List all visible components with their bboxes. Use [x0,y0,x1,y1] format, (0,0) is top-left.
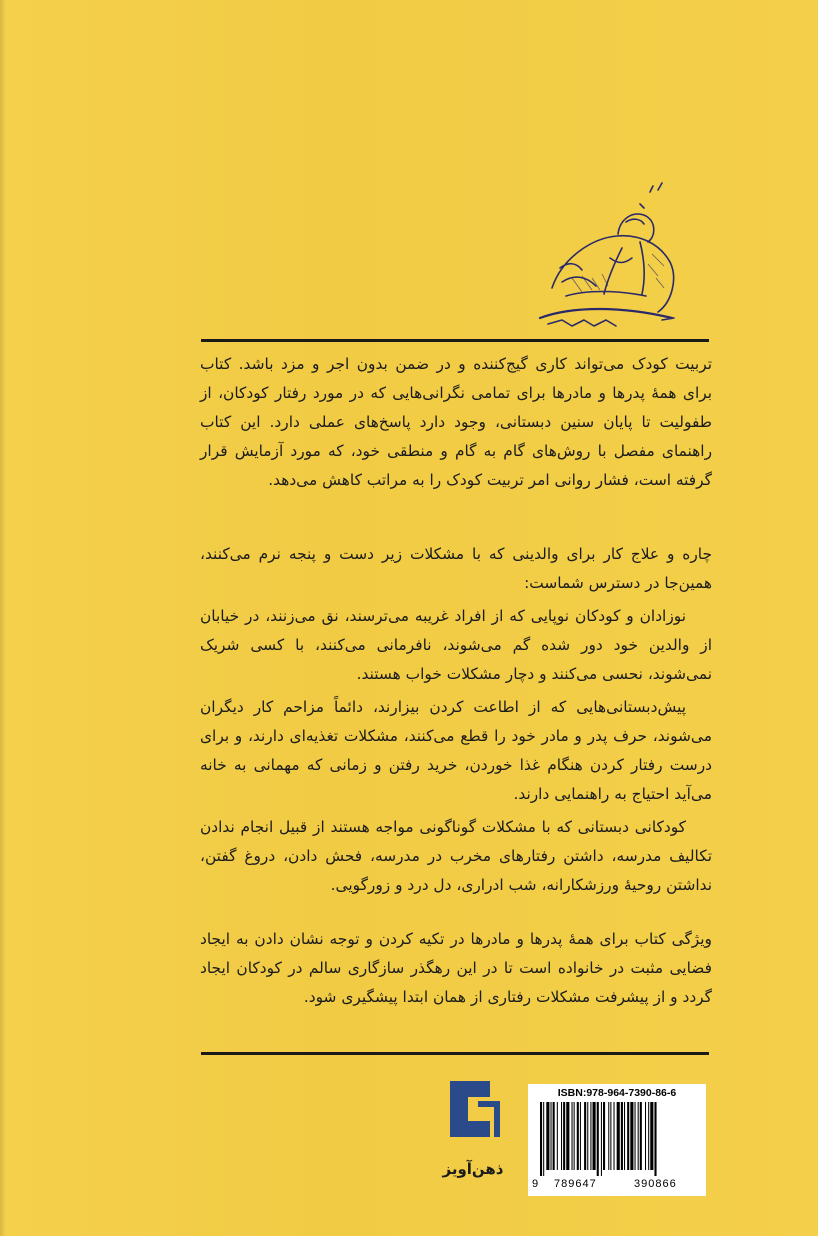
barcode-bar [614,1102,615,1170]
barcode-bar [580,1102,581,1170]
barcode-digits-right: 390866 [634,1178,677,1190]
barcode-bar [601,1102,602,1176]
barcode-bar [630,1102,633,1170]
barcode-bar [654,1102,656,1176]
barcode-bar [638,1102,639,1170]
barcode-bar [608,1102,609,1170]
barcode-bar [635,1102,636,1170]
barcode-bar [645,1102,646,1170]
barcode-bar [603,1102,605,1170]
barcode-bar [584,1102,586,1170]
barcode-digits-left: 789647 [554,1178,597,1190]
barcode-bar [624,1102,625,1170]
barcode-bar [617,1102,620,1170]
problem-item-schoolchildren: کودکانی دبستانی که با مشکلات گوناگونی مواجه هستند از قبیل انجام ندادن تکالیف مدرسه، داشتن رفتارهای مخرب در مدرسه، فحش دادن، دروغ گفتن، نداشتن روحیهٔ ورزشکارانه، شب ادراری، دل درد و زورگویی. [200,818,712,894]
bottom-divider-rule [201,1052,709,1055]
problems-lead: چاره و علاج کار برای والدینی که با مشکلات زیر دست و پنجه نرم می‌کنند، همین‌جا در دسترس شماست: [200,545,712,592]
barcode-box [528,1084,706,1196]
barcode-bar [543,1102,544,1176]
barcode-bar [597,1102,599,1176]
intro-paragraph: تربیت کودک می‌تواند کاری گیج‌کننده و در ضمن بدون اجر و مزد باشد. کتاب برای همهٔ پدرها و مادرها برای تمامی نگرانی‌هایی که در مورد رفتار کودکان، از طفولیت تا پایان سنین دبستانی، وجود دارد پاسخ‌های عملی دارد. این کتاب راهنمای مفصل با روش‌های گام به گام و منطقی خود، که مورد آزمایش قرار گرفته است، فشار روانی امر تربیت کودک را به مراتب کاهش می‌دهد. [200,355,712,489]
barcode-bar [561,1102,562,1170]
barcode-bar [587,1102,588,1170]
barcode-bar [557,1102,558,1170]
barcode-bars [532,1102,702,1176]
barcode-bar [566,1102,569,1170]
barcode-bar [540,1102,542,1176]
problem-item-preschoolers: پیش‌دبستانی‌هایی که از اطاعت کردن بیزارند، دائماً مزاحم کار دیگران می‌شوند، حرف پدر و مادر خود را قطع می‌کنند، مشکلات تغذیه‌ای دارند، و برای درست رفتار کردن هنگام غذا خوردن، خرید رفتن و زمانی که مهمانی به خانه می‌آید احتیاج به راهنمایی دارند. [200,698,712,803]
barcode-bar [650,1102,653,1170]
barcode-bar [627,1102,629,1170]
publisher-name: ذهن‌آویز [442,1160,504,1178]
intro-block [200,350,712,495]
problems-section [200,540,712,900]
top-divider-rule [201,339,709,342]
barcode-bar [640,1102,642,1170]
barcode-bar [590,1102,591,1170]
problem-item-toddlers: نوزادان و کودکان نوپایی که از افراد غریبه می‌ترسند، نق می‌زنند، در خیابان از والدین خود دور شده گم می‌شوند، نافرمانی می‌کنند، با کسی شریک نمی‌شوند، نحسی می‌کنند و دچار مشکلات خواب هستند. [200,607,712,683]
outro-block [200,925,712,1012]
barcode-digit-lead: 9 [532,1178,540,1190]
barcode-bar [621,1102,623,1170]
barcode-bar [563,1102,565,1170]
barcode-bar [546,1102,549,1170]
barcode-bar [593,1102,596,1170]
barcode-bar [610,1102,611,1170]
isbn-label: ISBN:978-964-7390-86-6 [557,1087,677,1099]
spine-shadow [0,0,6,1236]
barcode-bar [553,1102,555,1170]
cartoon-parent-illustration [522,178,687,338]
barcode-bar [551,1102,552,1170]
outro-paragraph: ویژگی کتاب برای همهٔ پدرها و مادرها در تکیه کردن و توجه نشان دادن به ایجاد فضایی مثبت در خانواده است تا در این رهگذر سازگاری سالم در کودکان ایجاد گردد و از پیشرفت مشکلات رفتاری از همان ابتدا پیشگیری شود. [200,930,712,1006]
barcode-bar [648,1102,649,1170]
barcode-bar [574,1102,575,1170]
barcode-bar [577,1102,579,1170]
barcode-bar [572,1102,573,1170]
